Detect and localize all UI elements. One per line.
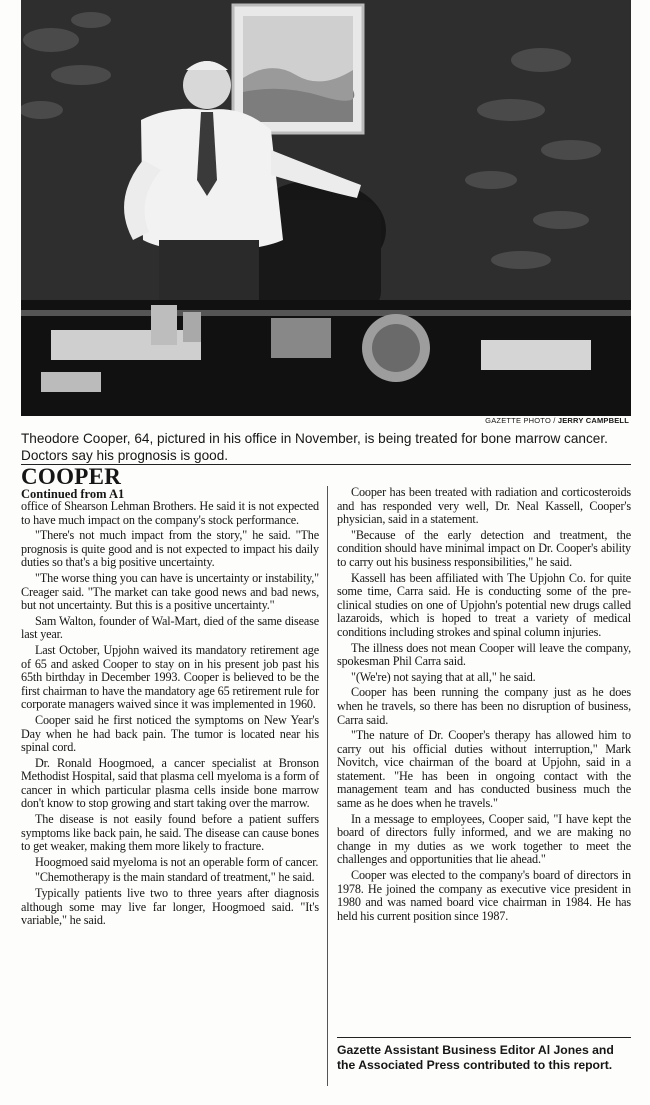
photo-credit [21, 416, 629, 425]
office-photo-illustration [21, 0, 631, 416]
paragraph: Cooper was elected to the company's board of directors in 1978. He joined the company as executive vice president in 1980 and was named board vice chairman in 1984. He has held his current position since 1987. [337, 868, 631, 923]
paragraph: "Chemotherapy is the main standard of treatment," he said. [35, 870, 315, 885]
paragraph: "The worse thing you can have is uncertainty or instability," Creager said. "The market can take good news and bad news, but not uncertainty. But this is a positive uncertainty." [21, 570, 319, 613]
paragraph: The disease is not easily found before a patient suffers symptoms like back pain, he said. The disease can cause bones to get weaker, making them more likely to fracture. [21, 812, 319, 854]
paragraph: "(We're) not saying that at all," he said. [351, 669, 536, 684]
paragraph: Last October, Upjohn waived its mandatory retirement age of 65 and asked Cooper to stay on in his present job past his 65th birthday in December 1993. Cooper is believed to be the first chairman to have the mandatory age 65 retirement rule for corporate managers waived since it was implemented in 1960. [21, 642, 319, 712]
paragraph: Kassell has been affiliated with The Upjohn Co. for quite some time, Carra said. He is conducting some of the pre-clinical studies on one of Upjohn's potential new drugs called lazaroids, which is hoped to treat a variety of medical conditions including strokes and spinal column injuries. [337, 570, 631, 639]
paragraph: Hoogmoed said myeloma is not an operable form of cancer. [35, 854, 319, 869]
paragraph: In a message to employees, Cooper said, "I have kept the board of directors fully informed, and we are making no change in my duties as we work together to meet the challenges and opportunities that lie ahead." [337, 811, 631, 867]
paragraph: office of Shearson Lehman Brothers. He said it is not expected to have much impact on the company's stock performance. [21, 499, 319, 527]
photo-caption: Theodore Cooper, 64, pictured in his office in November, is being treated for bone marrow cancer. Doctors say his prognosis is good. [21, 431, 608, 463]
contributor-note: Gazette Assistant Business Editor Al Jones and the Associated Press contributed to this report. [337, 1043, 614, 1072]
paragraph: Dr. Ronald Hoogmoed, a cancer specialist at Bronson Methodist Hospital, said that plasma cell myeloma is a form of cancer in which particular plasma cells inside bone marrow don't know to stop growing and start taking over the marrow. [21, 755, 319, 811]
paragraph: The illness does not mean Cooper will leave the company, spokesman Phil Carra said. [337, 640, 631, 669]
office-photo [21, 0, 631, 416]
article-column-right [337, 486, 631, 925]
photo-credit-source: GAZETTE PHOTO / [485, 416, 556, 425]
paragraph: "Because of the early detection and treatment, the condition should have minimal impact on Dr. Cooper's ability to carry out his business responsibilities," he said. [337, 527, 631, 569]
continued-from-label: Continued from A1 [21, 487, 125, 501]
column-divider [327, 486, 328, 1086]
photo-credit-name: JERRY CAMPBELL [557, 416, 629, 425]
footer-rule [337, 1037, 631, 1038]
paragraph: Sam Walton, founder of Wal-Mart, died of the same disease last year. [21, 613, 319, 642]
paragraph: Cooper has been treated with radiation and corticosteroids and has responded very well, Dr. Neal Kassell, Cooper's physician, said in a statement. [337, 485, 631, 527]
paragraph: Cooper has been running the company just as he does when he travels, so there has been no disruption of business, Carra said. [337, 685, 631, 727]
paragraph: "There's not much impact from the story," he said. "The prognosis is quite good and is not expected to impact his daily duties so that's a big positive uncertainty. [21, 528, 319, 570]
paragraph: "The nature of Dr. Cooper's therapy has allowed him to carry out his official duties without interruption," Mark Novitch, vice chairman of the board at Upjohn, said in a statement. "He has been in ongoing contact with the management team and has conducted business much the same as he does when he travels." [337, 728, 631, 811]
paragraph: Typically patients live two to three years after diagnosis although some may live far longer, Hoogmoed said. "It's variable," he said. [21, 886, 319, 928]
article-column-left [21, 500, 319, 930]
paragraph: Cooper said he first noticed the symptoms on New Year's Day when he had back pain. The tumor is located near his spinal cord. [21, 712, 319, 755]
headline: COOPER [21, 464, 122, 489]
